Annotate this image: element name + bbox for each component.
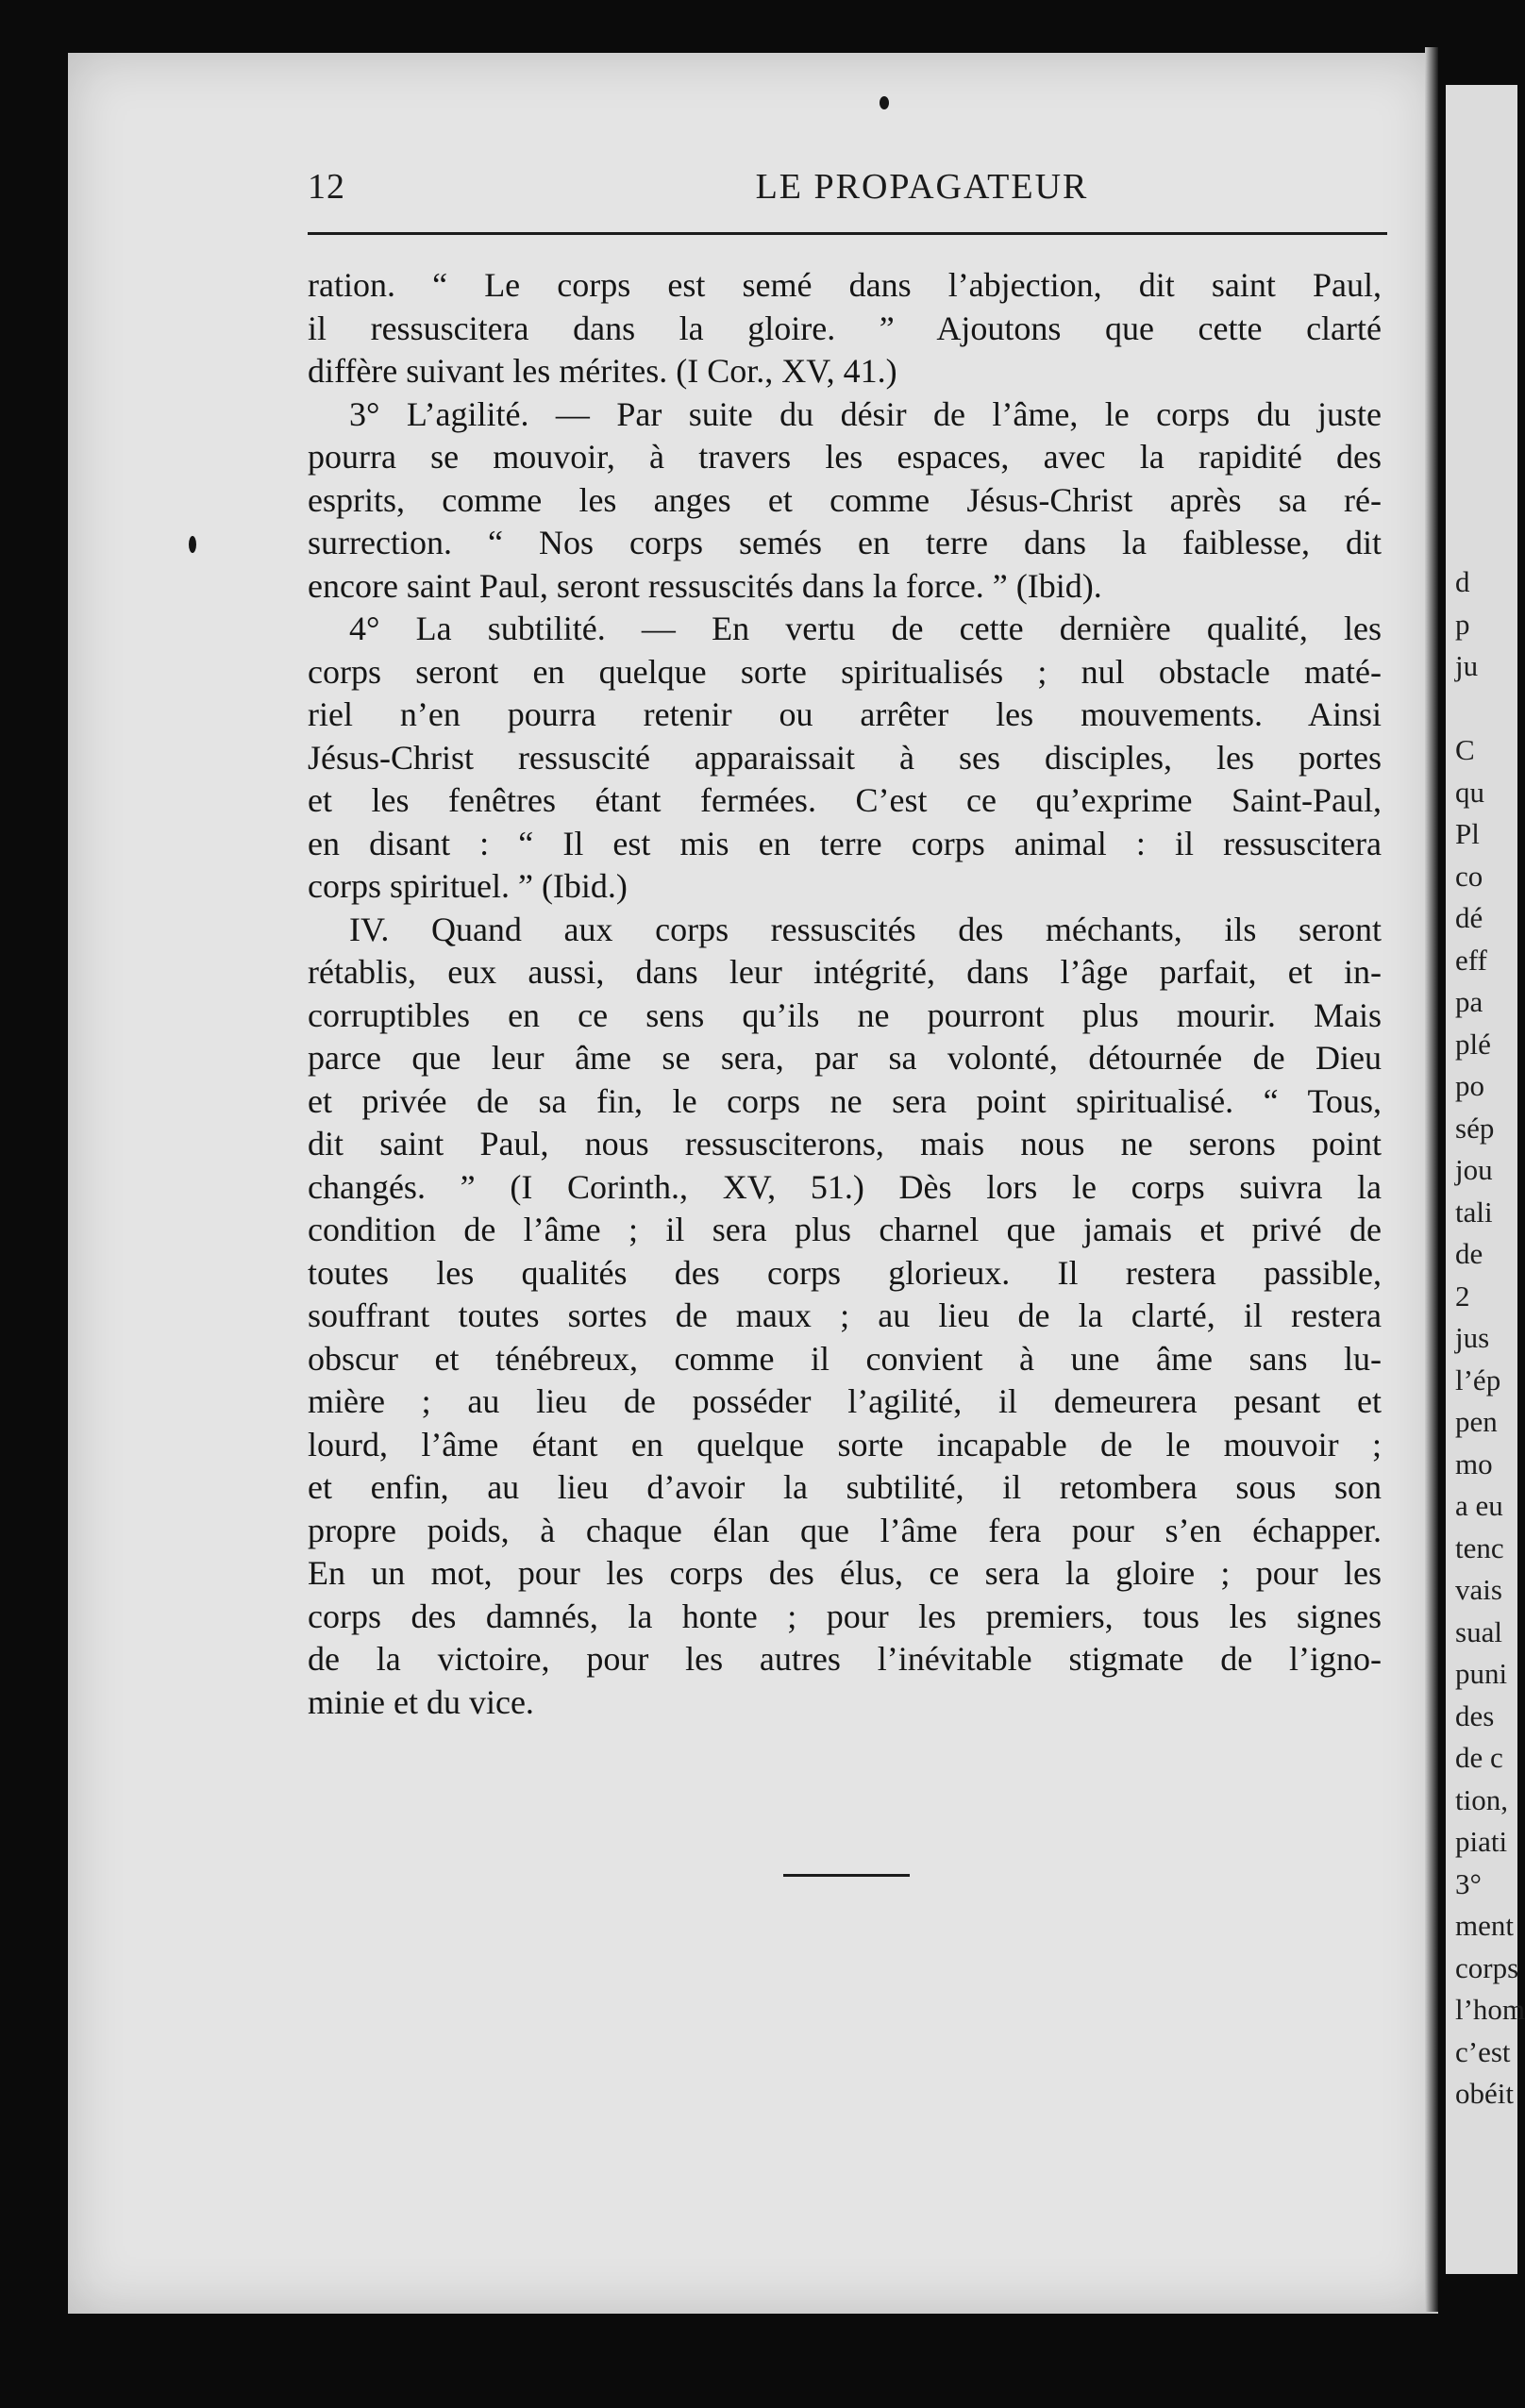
text-line: diffère suivant les mérites. (I Cor., XV, 41.) (308, 352, 897, 390)
text-line: corps des damnés, la honte ; pour les premiers, tous les signes (308, 1597, 1382, 1635)
text-line: et privée de sa fin, le corps ne sera point spiritualisé. “ Tous, (308, 1081, 1382, 1120)
header-rule (308, 232, 1387, 235)
adjacent-page-fragment: jou (1455, 1153, 1493, 1186)
adjacent-page-fragment: corps (1455, 1950, 1519, 1984)
text-line: pourra se mouvoir, à travers les espaces, avec la rapidité des (308, 438, 1382, 476)
adjacent-page-fragment: qu (1455, 775, 1484, 809)
page-number: 12 (308, 167, 345, 207)
text-line: et enfin, au lieu d’avoir la subtilité, il retombera sous son (308, 1468, 1382, 1506)
adjacent-page-fragment: jus (1455, 1321, 1490, 1354)
adjacent-page-fragment: d (1455, 565, 1470, 598)
running-title: LE PROPAGATEUR (755, 167, 1089, 207)
adjacent-page-fragment: ment (1455, 1909, 1514, 1942)
adjacent-page-fragment: de c (1455, 1741, 1503, 1774)
page-gutter (1425, 47, 1438, 2312)
adjacent-page-fragment: ju (1455, 649, 1479, 682)
page-header (308, 159, 1395, 215)
text-line: obscur et ténébreux, comme il convient à une âme sans lu- (308, 1339, 1382, 1378)
text-line: dit saint Paul, nous ressusciterons, mais nous ne serons point (308, 1125, 1382, 1162)
text-line: corruptibles en ce sens qu’ils ne pourront plus mourir. Mais (308, 995, 1382, 1034)
adjacent-page-fragment: dé (1455, 901, 1483, 934)
text-line: en disant : “ Il est mis en terre corps animal : il ressuscitera (308, 824, 1382, 862)
text-line: encore saint Paul, seront ressuscités dans la force. ” (Ibid). (308, 566, 1102, 605)
body-text (308, 264, 1382, 1724)
adjacent-page-fragment: tenc (1455, 1530, 1504, 1564)
text-line: esprits, comme les anges et comme Jésus-Christ après sa ré- (308, 480, 1382, 519)
adjacent-page-fragment: tali (1455, 1195, 1493, 1229)
adjacent-page-fragment: de (1455, 1237, 1483, 1270)
text-line: surrection. “ Nos corps semés en terre dans la faiblesse, dit (308, 524, 1382, 561)
text-line: parce que leur âme se sera, par sa volonté, détournée de Dieu (308, 1039, 1382, 1077)
adjacent-page-column (1455, 561, 1525, 2115)
text-line: condition de l’âme ; il sera plus charnel que jamais et privé de (308, 1211, 1382, 1248)
adjacent-page-fragment: po (1455, 1069, 1484, 1102)
adjacent-page-fragment: puni (1455, 1657, 1508, 1690)
adjacent-page-fragment: Pl (1455, 817, 1480, 850)
adjacent-page-fragment: 3° (1455, 1866, 1482, 1900)
adjacent-page-fragment: mo (1455, 1446, 1493, 1480)
adjacent-page-fragment: piati (1455, 1825, 1508, 1858)
adjacent-page-fragment: c’est (1455, 2034, 1511, 2068)
text-line: de la victoire, pour les autres l’inévitable stigmate de l’igno- (308, 1640, 1382, 1678)
ink-speck (189, 536, 196, 553)
adjacent-page-fragment: tion, (1455, 1782, 1508, 1816)
text-line: corps seront en quelque sorte spiritualisés ; nul obstacle maté- (308, 652, 1382, 691)
adjacent-page-fragment: sép (1455, 1111, 1495, 1145)
adjacent-page-fragment: C (1455, 733, 1475, 766)
adjacent-page-fragment: plé (1455, 1027, 1491, 1061)
adjacent-page-fragment: pen (1455, 1405, 1498, 1438)
text-line: et les fenêtres étant fermées. C’est ce qu’exprime Saint-Paul, (308, 781, 1382, 819)
text-line: mière ; au lieu de posséder l’agilité, il demeurera pesant et (308, 1382, 1382, 1420)
text-line: toutes les qualités des corps glorieux. Il restera passible, (308, 1253, 1382, 1292)
text-line: ration. “ Le corps est semé dans l’abjection, dit saint Paul, (308, 266, 1382, 304)
adjacent-page-fragment: a eu (1455, 1489, 1503, 1522)
text-line: Jésus-Christ ressuscité apparaissait à ses disciples, les portes (308, 738, 1382, 777)
text-line: IV. Quand aux corps ressuscités des méchants, ils seront (349, 910, 1382, 948)
adjacent-page-fragment: pa (1455, 985, 1483, 1018)
text-line: il ressuscitera dans la gloire. ” Ajoutons que cette clarté (308, 309, 1382, 347)
text-line: souffrant toutes sortes de maux ; au lieu de la clarté, il restera (308, 1296, 1382, 1334)
section-end-rule (783, 1874, 910, 1877)
text-line: 3° L’agilité. — Par suite du désir de l’âme, le corps du juste (349, 394, 1382, 433)
adjacent-page-fragment: des (1455, 1698, 1495, 1732)
adjacent-page-fragment: sual (1455, 1614, 1502, 1648)
adjacent-page-fragment: p (1455, 607, 1470, 641)
adjacent-page-fragment: co (1455, 859, 1483, 893)
adjacent-page-fragment (1455, 688, 1521, 730)
text-line: changés. ” (I Corinth., XV, 51.) Dès lors le corps suivra la (308, 1167, 1382, 1206)
text-line: rétablis, eux aussi, dans leur intégrité, dans l’âge parfait, et in- (308, 953, 1382, 991)
text-line: minie et du vice. (308, 1682, 534, 1721)
ink-speck (880, 96, 889, 109)
text-line: corps spirituel. ” (Ibid.) (308, 867, 628, 905)
adjacent-page-fragment: eff (1455, 943, 1487, 977)
adjacent-page-fragment: l’ép (1455, 1363, 1501, 1396)
adjacent-page-fragment: obéit (1455, 2077, 1514, 2110)
adjacent-page-edge (1446, 85, 1525, 2274)
adjacent-page-fragment: 2 (1455, 1279, 1470, 1313)
adjacent-page-fragment: vais (1455, 1573, 1502, 1606)
adjacent-page-fragment: l’hom (1455, 1993, 1525, 2026)
text-line: propre poids, à chaque élan que l’âme fera pour s’en échapper. (308, 1511, 1382, 1549)
text-line: lourd, l’âme étant en quelque sorte incapable de le mouvoir ; (308, 1425, 1382, 1463)
text-line: En un mot, pour les corps des élus, ce sera la gloire ; pour les (308, 1554, 1382, 1592)
text-line: 4° La subtilité. — En vertu de cette dernière qualité, les (349, 610, 1382, 647)
text-line: riel n’en pourra retenir ou arrêter les mouvements. Ainsi (308, 695, 1382, 733)
